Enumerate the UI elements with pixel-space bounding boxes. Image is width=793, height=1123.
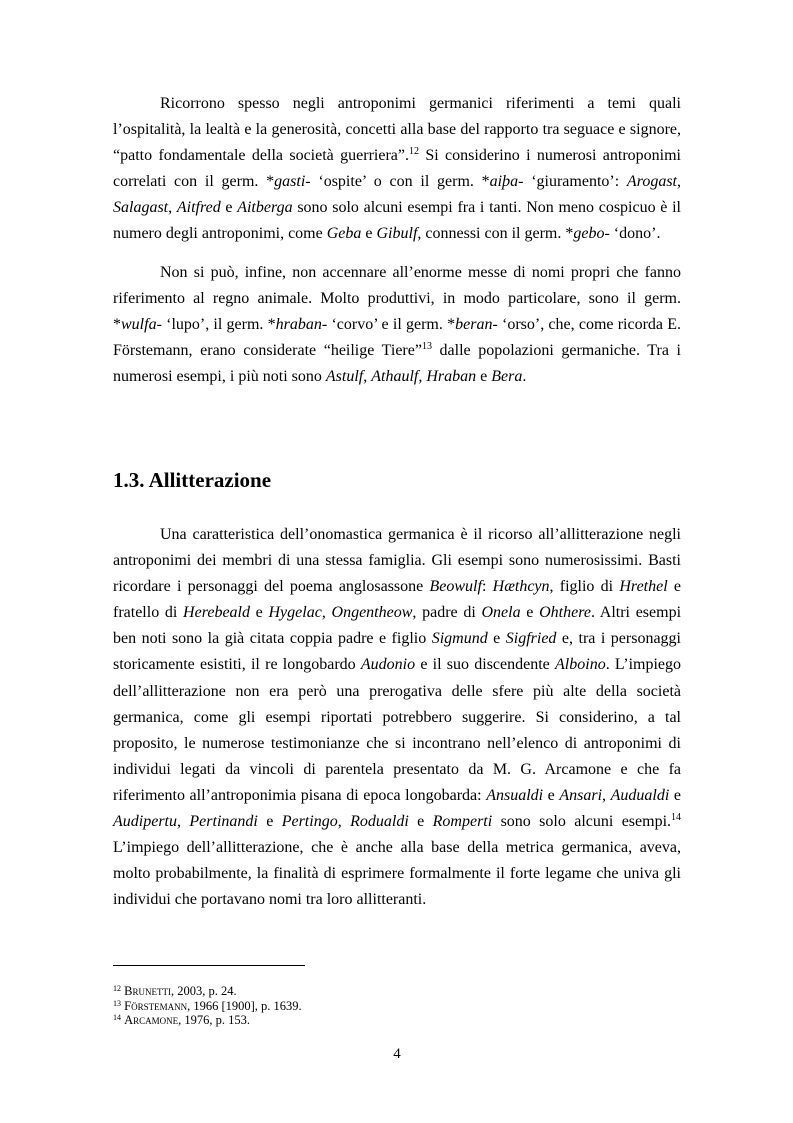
italic-term: Arogast bbox=[626, 173, 677, 191]
italic-term: Sigfried bbox=[505, 630, 557, 648]
italic-term: aiþa bbox=[489, 173, 519, 191]
footnote-number: 13 bbox=[113, 998, 121, 1008]
italic-term: Salagast bbox=[113, 199, 169, 217]
italic-term: Herebeald bbox=[183, 604, 250, 622]
footnote-citation: , 1966 [1900], p. 1639. bbox=[187, 998, 302, 1013]
italic-term: Hygelac bbox=[268, 604, 322, 622]
italic-term: gasti bbox=[274, 173, 306, 191]
italic-term: Astulf bbox=[325, 368, 364, 386]
footnote-author: Brunetti bbox=[124, 984, 171, 998]
italic-term: Geba bbox=[326, 225, 362, 243]
italic-term: Beowulf bbox=[429, 578, 482, 596]
footnote-citation: , 2003, p. 24. bbox=[170, 984, 237, 998]
italic-term: Alboino bbox=[555, 656, 606, 674]
italic-term: Gibulf bbox=[376, 225, 418, 243]
footnote-number: 12 bbox=[113, 984, 121, 993]
footnote-author: Förstemann bbox=[124, 998, 188, 1013]
footnote-14 bbox=[113, 1013, 302, 1028]
italic-term: Pertingo bbox=[281, 813, 338, 831]
italic-term: Audonio bbox=[360, 656, 416, 674]
section-heading: 1.3. Allitterazione bbox=[113, 468, 272, 492]
italic-term: Onela bbox=[481, 604, 521, 622]
footnote-number: 14 bbox=[113, 1013, 121, 1022]
paragraph-hospitality: Ricorrono spesso negli antroponimi germanici riferimenti a temi quali l’ospitalità, la lealtà e la generosità, concetti alla base del rapporto tra seguace e signore, “patto fondamentale della società guerriera”.$^{12}$ Si considerino i numerosi antroponimi correlati con il germ. *gasti- ‘ospite’ o con il germ. *aiþa- ‘giuramento’: Arogast, Salagast, Aitfred e Aitberga sono solo alcuni esempi fra i tanti. Non meno cospicuo è il numero degli antroponimi, come Geba e Gibulf, connessi con il germ. *gebo- ‘dono’. bbox=[113, 95, 682, 243]
footnote-12 bbox=[113, 984, 302, 999]
footnote-reference[interactable]: 14 bbox=[671, 812, 682, 824]
footnote-citation: , 1976, p. 153. bbox=[178, 1013, 251, 1027]
italic-term: beran bbox=[455, 316, 493, 334]
italic-term: Ansari bbox=[559, 786, 603, 804]
footnote-reference[interactable]: 13 bbox=[421, 341, 432, 353]
italic-term: Bera bbox=[491, 368, 523, 386]
italic-term: Audualdi bbox=[610, 786, 670, 804]
italic-term: Ohthere bbox=[539, 604, 591, 622]
italic-term: Hrethel bbox=[619, 578, 668, 596]
italic-term: Sigmund bbox=[431, 630, 488, 648]
italic-term: Athaulf bbox=[371, 368, 419, 386]
italic-term: Aitberga bbox=[237, 199, 293, 217]
footnote-reference[interactable]: 12 bbox=[408, 146, 419, 158]
paragraph-alliteration: Una caratteristica dell’onomastica germanica è il ricorso all’allitterazione negli antroponimi dei membri di una stessa famiglia. Gli esempi sono numerosissimi. Basti ricordare i personaggi del poema anglosassone Beowulf: Hæthcyn, figlio di Hrethel e fratello di Herebeald e Hygelac, Ongentheow, padre di Onela e Ohthere. Altri esempi ben noti sono la già citata coppia padre e figlio Sigmund e Sigfried e, tra i personaggi storicamente esistiti, il re longobardo Audonio e il suo discendente Alboino. L’impiego dell’allitterazione non era però una prerogativa delle sfere più alte della società germanica, come gli esempi riportati potrebbero suggerire. Si considerino, a tal proposito, le numerose testimonianze che si incontrano nell’elenco di antroponimi di individui legati da vincoli di parentela presentato da M. G. Arcamone e che fa riferimento all’antroponimia pisana di epoca longobarda: Ansualdi e Ansari, Audualdi e Audipertu, Pertinandi e Pertingo, Rodualdi e Romperti sono solo alcuni esempi.$^{14}$ L’impiego dell’allitterazione, che è anche alla base della metrica germanica, aveva, molto probabilmente, la finalità di esprimere formalmente il forte legame che univa gli individui che portavano nomi tra loro allitteranti. bbox=[113, 526, 682, 909]
footnote-author: Arcamone bbox=[124, 1013, 179, 1027]
paragraph-animal-names: Non si può, infine, non accennare all’enorme messe di nomi propri che fanno riferimento al regno animale. Molto produttivi, in modo particolare, sono il germ. *wulfa- ‘lupo’, il germ. *hraban- ‘corvo’ e il germ. *beran- ‘orso’, che, come ricorda E. Förstemann, erano considerate “heilige Tiere”$^{13}$ dalle popolazioni germaniche. Tra i numerosi esempi, i più noti sono Astulf, Athaulf, Hraban e Bera. bbox=[113, 264, 682, 386]
italic-term: wulfa bbox=[121, 316, 157, 334]
page-number: 4 bbox=[393, 1046, 401, 1062]
italic-term: Ansualdi bbox=[486, 786, 544, 804]
italic-term: Romperti bbox=[432, 813, 493, 831]
footnotes bbox=[113, 984, 302, 1028]
footnote-separator bbox=[113, 965, 305, 966]
italic-term: hraban bbox=[275, 316, 322, 334]
italic-term: Hraban bbox=[426, 368, 477, 386]
italic-term: Ongentheow bbox=[331, 604, 413, 622]
italic-term: Pertinandi bbox=[189, 813, 258, 831]
italic-term: gebo bbox=[573, 225, 605, 243]
footnote-13 bbox=[113, 999, 302, 1014]
italic-term: Aitfred bbox=[176, 199, 221, 217]
italic-term: Rodualdi bbox=[350, 813, 409, 831]
italic-term: Hæthcyn bbox=[492, 578, 550, 596]
italic-term: Audipertu bbox=[113, 813, 177, 831]
